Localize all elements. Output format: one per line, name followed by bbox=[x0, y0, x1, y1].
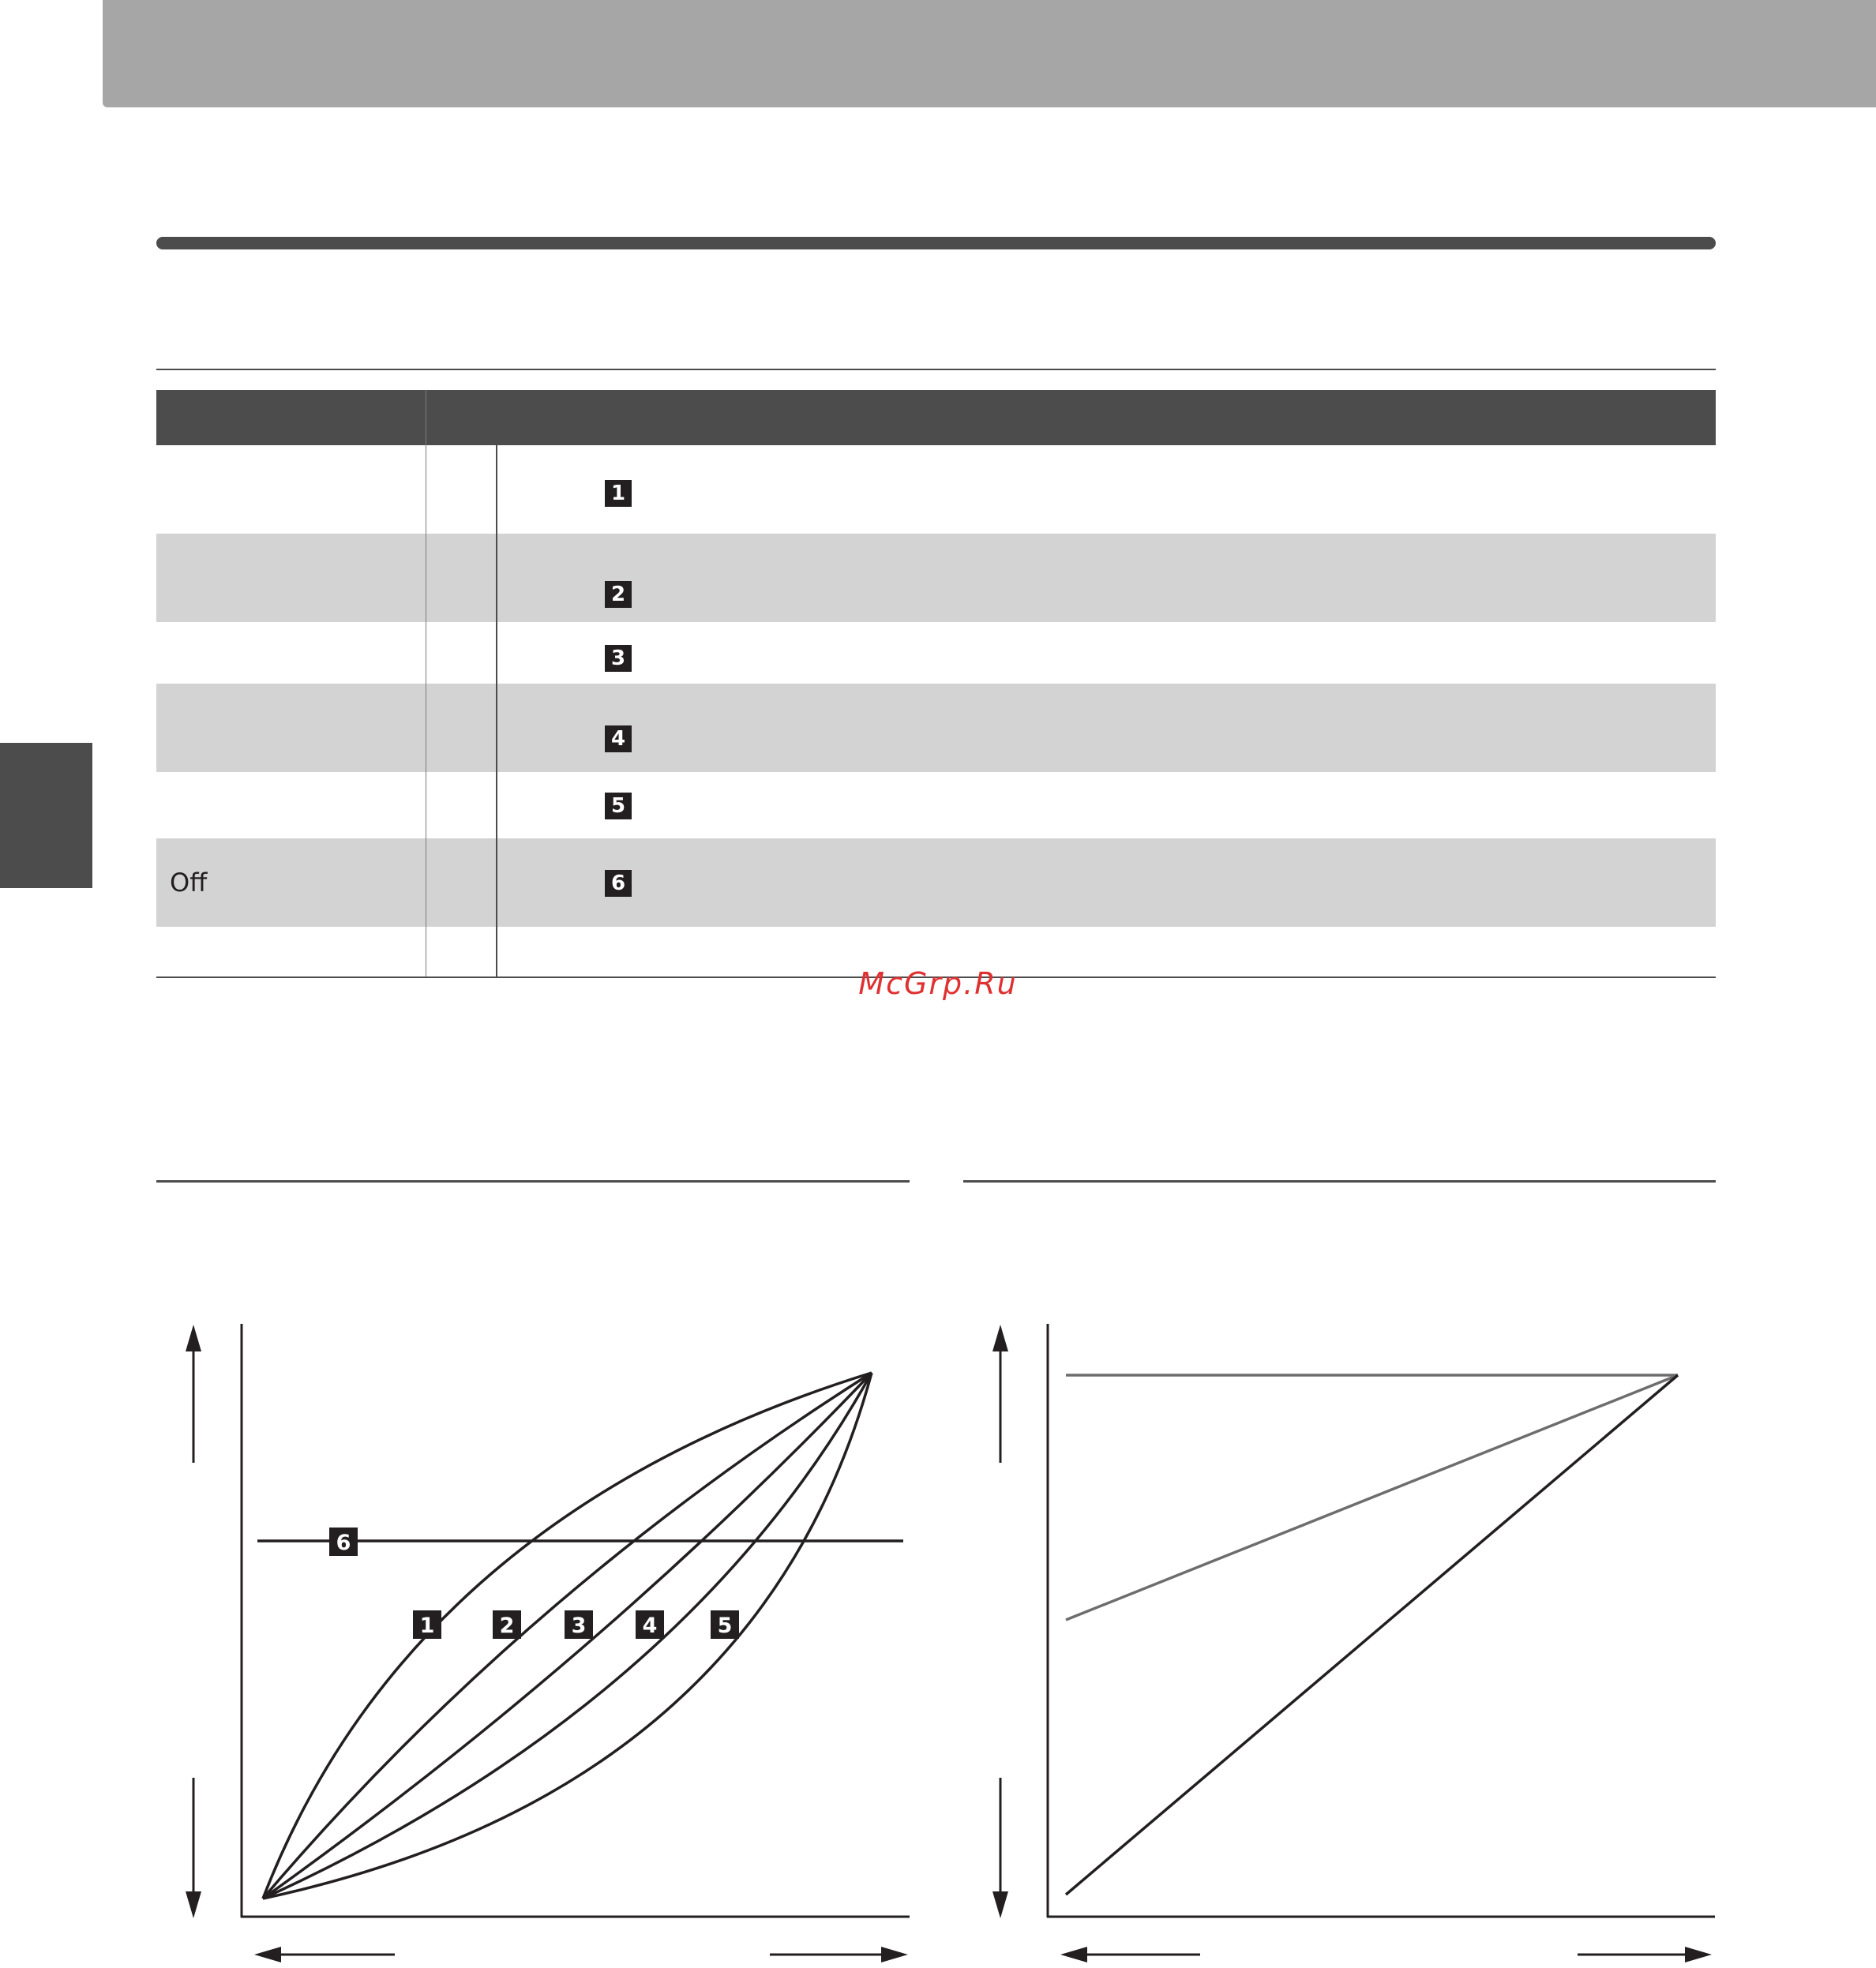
up-arrow-head bbox=[992, 1325, 1008, 1351]
curve-badge-4: 4 bbox=[605, 725, 632, 752]
header-bar bbox=[103, 0, 1876, 107]
title-rule bbox=[156, 237, 1716, 249]
right-section-rule bbox=[963, 1180, 1716, 1183]
graph-badge-5-label: 5 bbox=[717, 1614, 733, 1638]
table-row bbox=[156, 838, 1716, 927]
table-row bbox=[156, 622, 1716, 684]
graph-badge-4-label: 4 bbox=[642, 1614, 658, 1638]
left-arrow-head bbox=[1060, 1947, 1087, 1962]
touch-curve-graph bbox=[158, 1310, 916, 1968]
curve-badge-3: 3 bbox=[605, 645, 632, 672]
left-arrow-head bbox=[254, 1947, 281, 1962]
diagonal-black-line bbox=[1066, 1375, 1678, 1895]
down-arrow-head bbox=[186, 1891, 201, 1918]
watermark: McGrp.Ru bbox=[858, 966, 1018, 1001]
up-arrow-head bbox=[186, 1325, 201, 1351]
graph-badge-1-label: 1 bbox=[419, 1614, 435, 1638]
down-arrow-head bbox=[992, 1891, 1008, 1918]
curve-badge-5: 5 bbox=[605, 793, 632, 819]
table-row bbox=[156, 684, 1716, 772]
table-row bbox=[156, 534, 1716, 622]
chapter-tab bbox=[0, 743, 92, 888]
curve-badge-6: 6 bbox=[605, 870, 632, 897]
graph-badge-3-label: 3 bbox=[571, 1614, 587, 1638]
column-divider bbox=[496, 390, 497, 977]
row-label-off: Off bbox=[170, 868, 208, 898]
graph-badge-6-label: 6 bbox=[336, 1531, 351, 1555]
table-row bbox=[156, 772, 1716, 838]
curve-badge-1: 1 bbox=[605, 480, 632, 507]
table-top-rule bbox=[156, 369, 1716, 370]
velocity-line-graph bbox=[963, 1310, 1721, 1968]
curve-badge-2: 2 bbox=[605, 581, 632, 608]
left-section-rule bbox=[156, 1180, 910, 1183]
table-row bbox=[156, 445, 1716, 534]
table-header-row bbox=[156, 390, 1716, 445]
right-arrow-head bbox=[881, 1947, 908, 1962]
graph-badge-2-label: 2 bbox=[499, 1614, 515, 1638]
right-arrow-head bbox=[1685, 1947, 1712, 1962]
shallow-grey-line bbox=[1066, 1375, 1678, 1620]
